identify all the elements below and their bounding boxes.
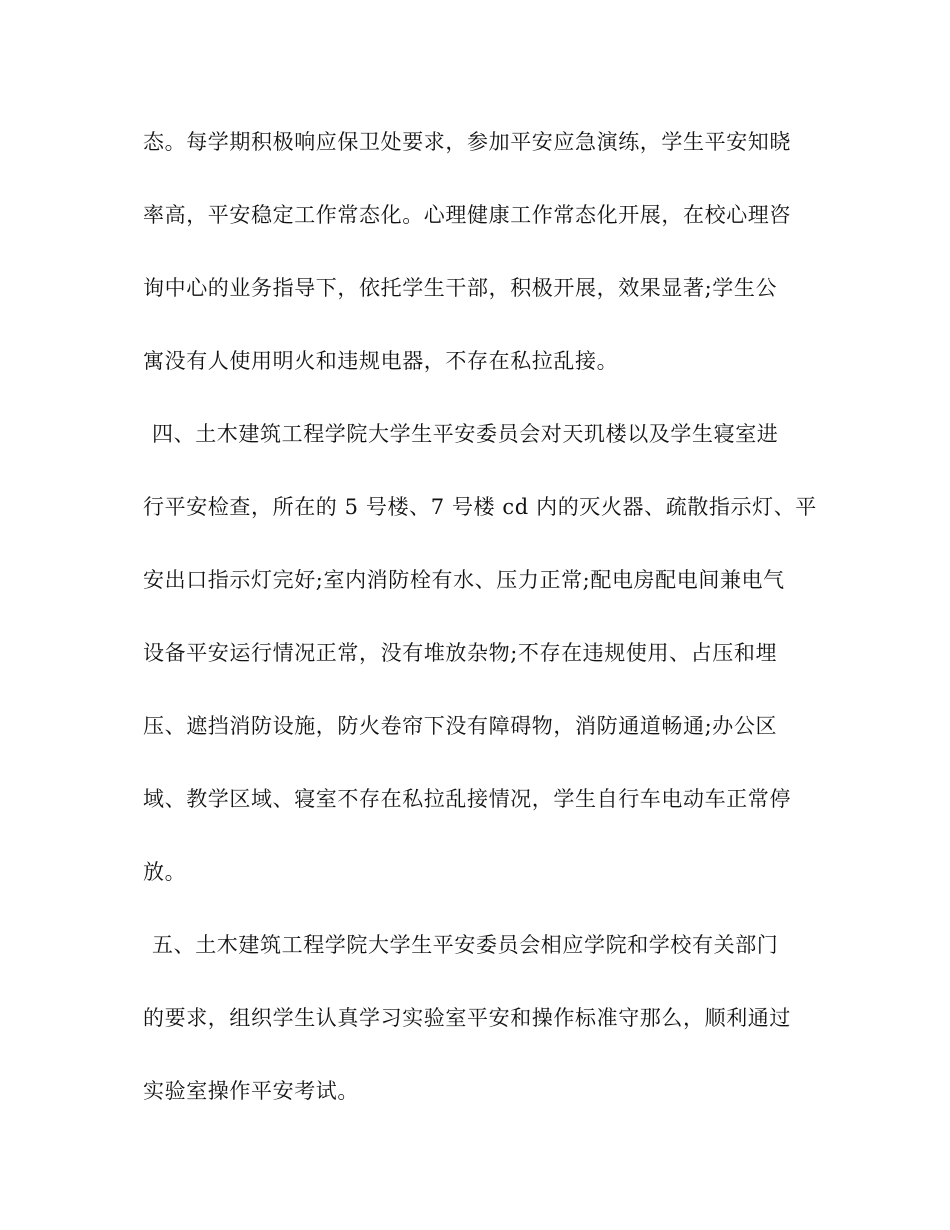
text-line-3: 询中心的业务指导下，依托学生干部，积极开展，效果显著;学生公 [143, 276, 778, 300]
text-line-4: 寓没有人使用明火和违规电器，不存在私拉乱接。 [143, 349, 619, 373]
text-line-2: 率高，平安稳定工作常态化。心理健康工作常态化开展，在校心理咨 [143, 203, 791, 227]
text-line-10: 域、教学区域、寝室不存在私拉乱接情况，学生自行车电动车正常停 [143, 787, 791, 811]
text-line-14: 实验室操作平安考试。 [143, 1079, 359, 1103]
text-line-9: 压、遮挡消防设施，防火卷帘下没有障碍物，消防通道畅通;办公区 [143, 714, 778, 738]
text-line-8: 设备平安运行情况正常，没有堆放杂物;不存在违规使用、占压和埋 [143, 641, 778, 665]
text-line-13: 的要求，组织学生认真学习实验室平安和操作标准守那么，顺利通过 [143, 1006, 791, 1030]
text-line-11: 放。 [143, 860, 187, 884]
text-line-1: 态。每学期积极响应保卫处要求，参加平安应急演练，学生平安知晓 [143, 130, 791, 154]
text-line-7: 安出口指示灯完好;室内消防栓有水、压力正常;配电房配电间兼电气 [143, 568, 785, 592]
text-line-5: 四、土木建筑工程学院大学生平安委员会对天玑楼以及学生寝室进 [152, 422, 779, 446]
text-line-12: 五、土木建筑工程学院大学生平安委员会相应学院和学校有关部门 [152, 933, 779, 957]
text-line-6: 行平安检查，所在的 5 号楼、7 号楼 cd 内的灭火器、疏散指示灯、平 [143, 495, 817, 519]
